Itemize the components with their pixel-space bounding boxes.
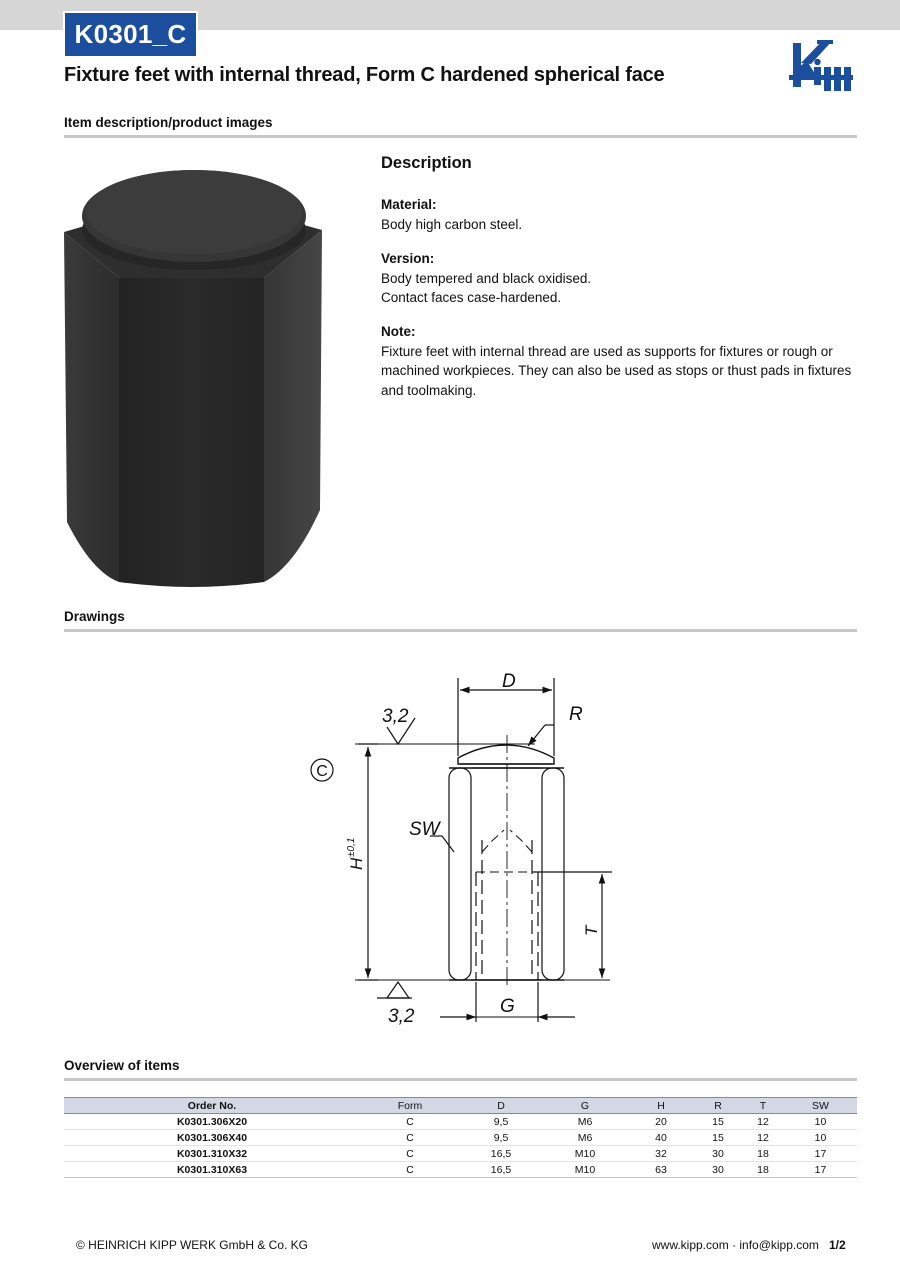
description-block [381, 154, 861, 414]
section-label-overview: Overview of items [64, 1058, 180, 1073]
section-divider [64, 629, 857, 632]
table-cell: 17 [784, 1146, 857, 1162]
material-label: Material: [381, 197, 437, 212]
table-cell: C [360, 1114, 460, 1130]
column-header: H [628, 1098, 694, 1114]
table-cell: 63 [628, 1162, 694, 1178]
description-heading: Description [381, 154, 472, 172]
page-number: 1/2 [829, 1238, 846, 1252]
table-row [64, 1146, 857, 1162]
table-cell: 9,5 [460, 1130, 542, 1146]
label-H: H [347, 857, 366, 870]
product-image [64, 152, 326, 592]
kipp-logo [783, 37, 859, 93]
section-label-drawings: Drawings [64, 609, 125, 624]
version-line-1: Body tempered and black oxidised. [381, 270, 592, 286]
footer-contact: www.kipp.com · info@kipp.com [652, 1238, 819, 1252]
table-cell: 10 [784, 1114, 857, 1130]
table-cell: 15 [694, 1130, 742, 1146]
table-cell: 16,5 [460, 1146, 542, 1162]
order-number: K0301.306X40 [64, 1130, 360, 1146]
order-number: K0301.310X32 [64, 1146, 360, 1162]
table-row [64, 1162, 857, 1178]
column-header: D [460, 1098, 542, 1114]
table-cell: 40 [628, 1130, 694, 1146]
order-number: K0301.310X63 [64, 1162, 360, 1178]
order-number: K0301.306X20 [64, 1114, 360, 1130]
table-cell: 9,5 [460, 1114, 542, 1130]
items-table [64, 1097, 857, 1178]
table-cell: 30 [694, 1162, 742, 1178]
table-cell: M10 [542, 1162, 628, 1178]
column-header: Form [360, 1098, 460, 1114]
table-cell: M10 [542, 1146, 628, 1162]
form-mark: C [316, 763, 328, 780]
table-cell: 15 [694, 1114, 742, 1130]
table-cell: 17 [784, 1162, 857, 1178]
table-row [64, 1130, 857, 1146]
label-D: D [502, 671, 516, 692]
section-divider [64, 135, 857, 138]
table-cell: C [360, 1146, 460, 1162]
table-cell: C [360, 1162, 460, 1178]
table-cell: 30 [694, 1146, 742, 1162]
label-R: R [569, 704, 583, 725]
version-line-2: Contact faces case-hardened. [381, 290, 562, 305]
footer-copyright: © HEINRICH KIPP WERK GmbH & Co. KG [76, 1238, 308, 1252]
table-cell: 32 [628, 1146, 694, 1162]
table-cell: 10 [784, 1130, 857, 1146]
version-label: Version: [381, 250, 435, 266]
material-text: Body high carbon steel. [381, 217, 523, 232]
column-header: T [742, 1098, 784, 1114]
tolerance-H: ±0,1 [346, 837, 357, 857]
table-row [64, 1114, 857, 1130]
page-title: Fixture feet with internal thread, Form C hardened spherical face [64, 64, 665, 86]
column-header: G [542, 1098, 628, 1114]
table-cell: 16,5 [460, 1162, 542, 1178]
column-header: SW [784, 1098, 857, 1114]
table-cell: 12 [742, 1114, 784, 1130]
table-header-row [64, 1098, 857, 1114]
table-cell: C [360, 1130, 460, 1146]
roughness-bottom: 3,2 [388, 1006, 415, 1027]
table-cell: 20 [628, 1114, 694, 1130]
label-T: T [582, 925, 601, 936]
table-cell: 18 [742, 1162, 784, 1178]
section-divider [64, 1078, 857, 1081]
column-header: Order No. [64, 1098, 360, 1114]
table-cell: 18 [742, 1146, 784, 1162]
note-text: Fixture feet with internal thread are used as supports for fixtures or rough or machined workpieces. They can also be used as stops or thust pads in fixtures and toolmaking. [381, 343, 852, 398]
table-cell: 12 [742, 1130, 784, 1146]
label-SW: SW [409, 819, 440, 840]
product-code-badge: K0301_C [65, 13, 196, 56]
note-label: Note: [381, 323, 416, 339]
column-header: R [694, 1098, 742, 1114]
section-label-images: Item description/product images [64, 115, 273, 130]
technical-drawing [290, 660, 630, 1040]
roughness-top: 3,2 [382, 706, 409, 727]
table-cell: M6 [542, 1114, 628, 1130]
label-G: G [500, 996, 515, 1017]
table-cell: M6 [542, 1130, 628, 1146]
